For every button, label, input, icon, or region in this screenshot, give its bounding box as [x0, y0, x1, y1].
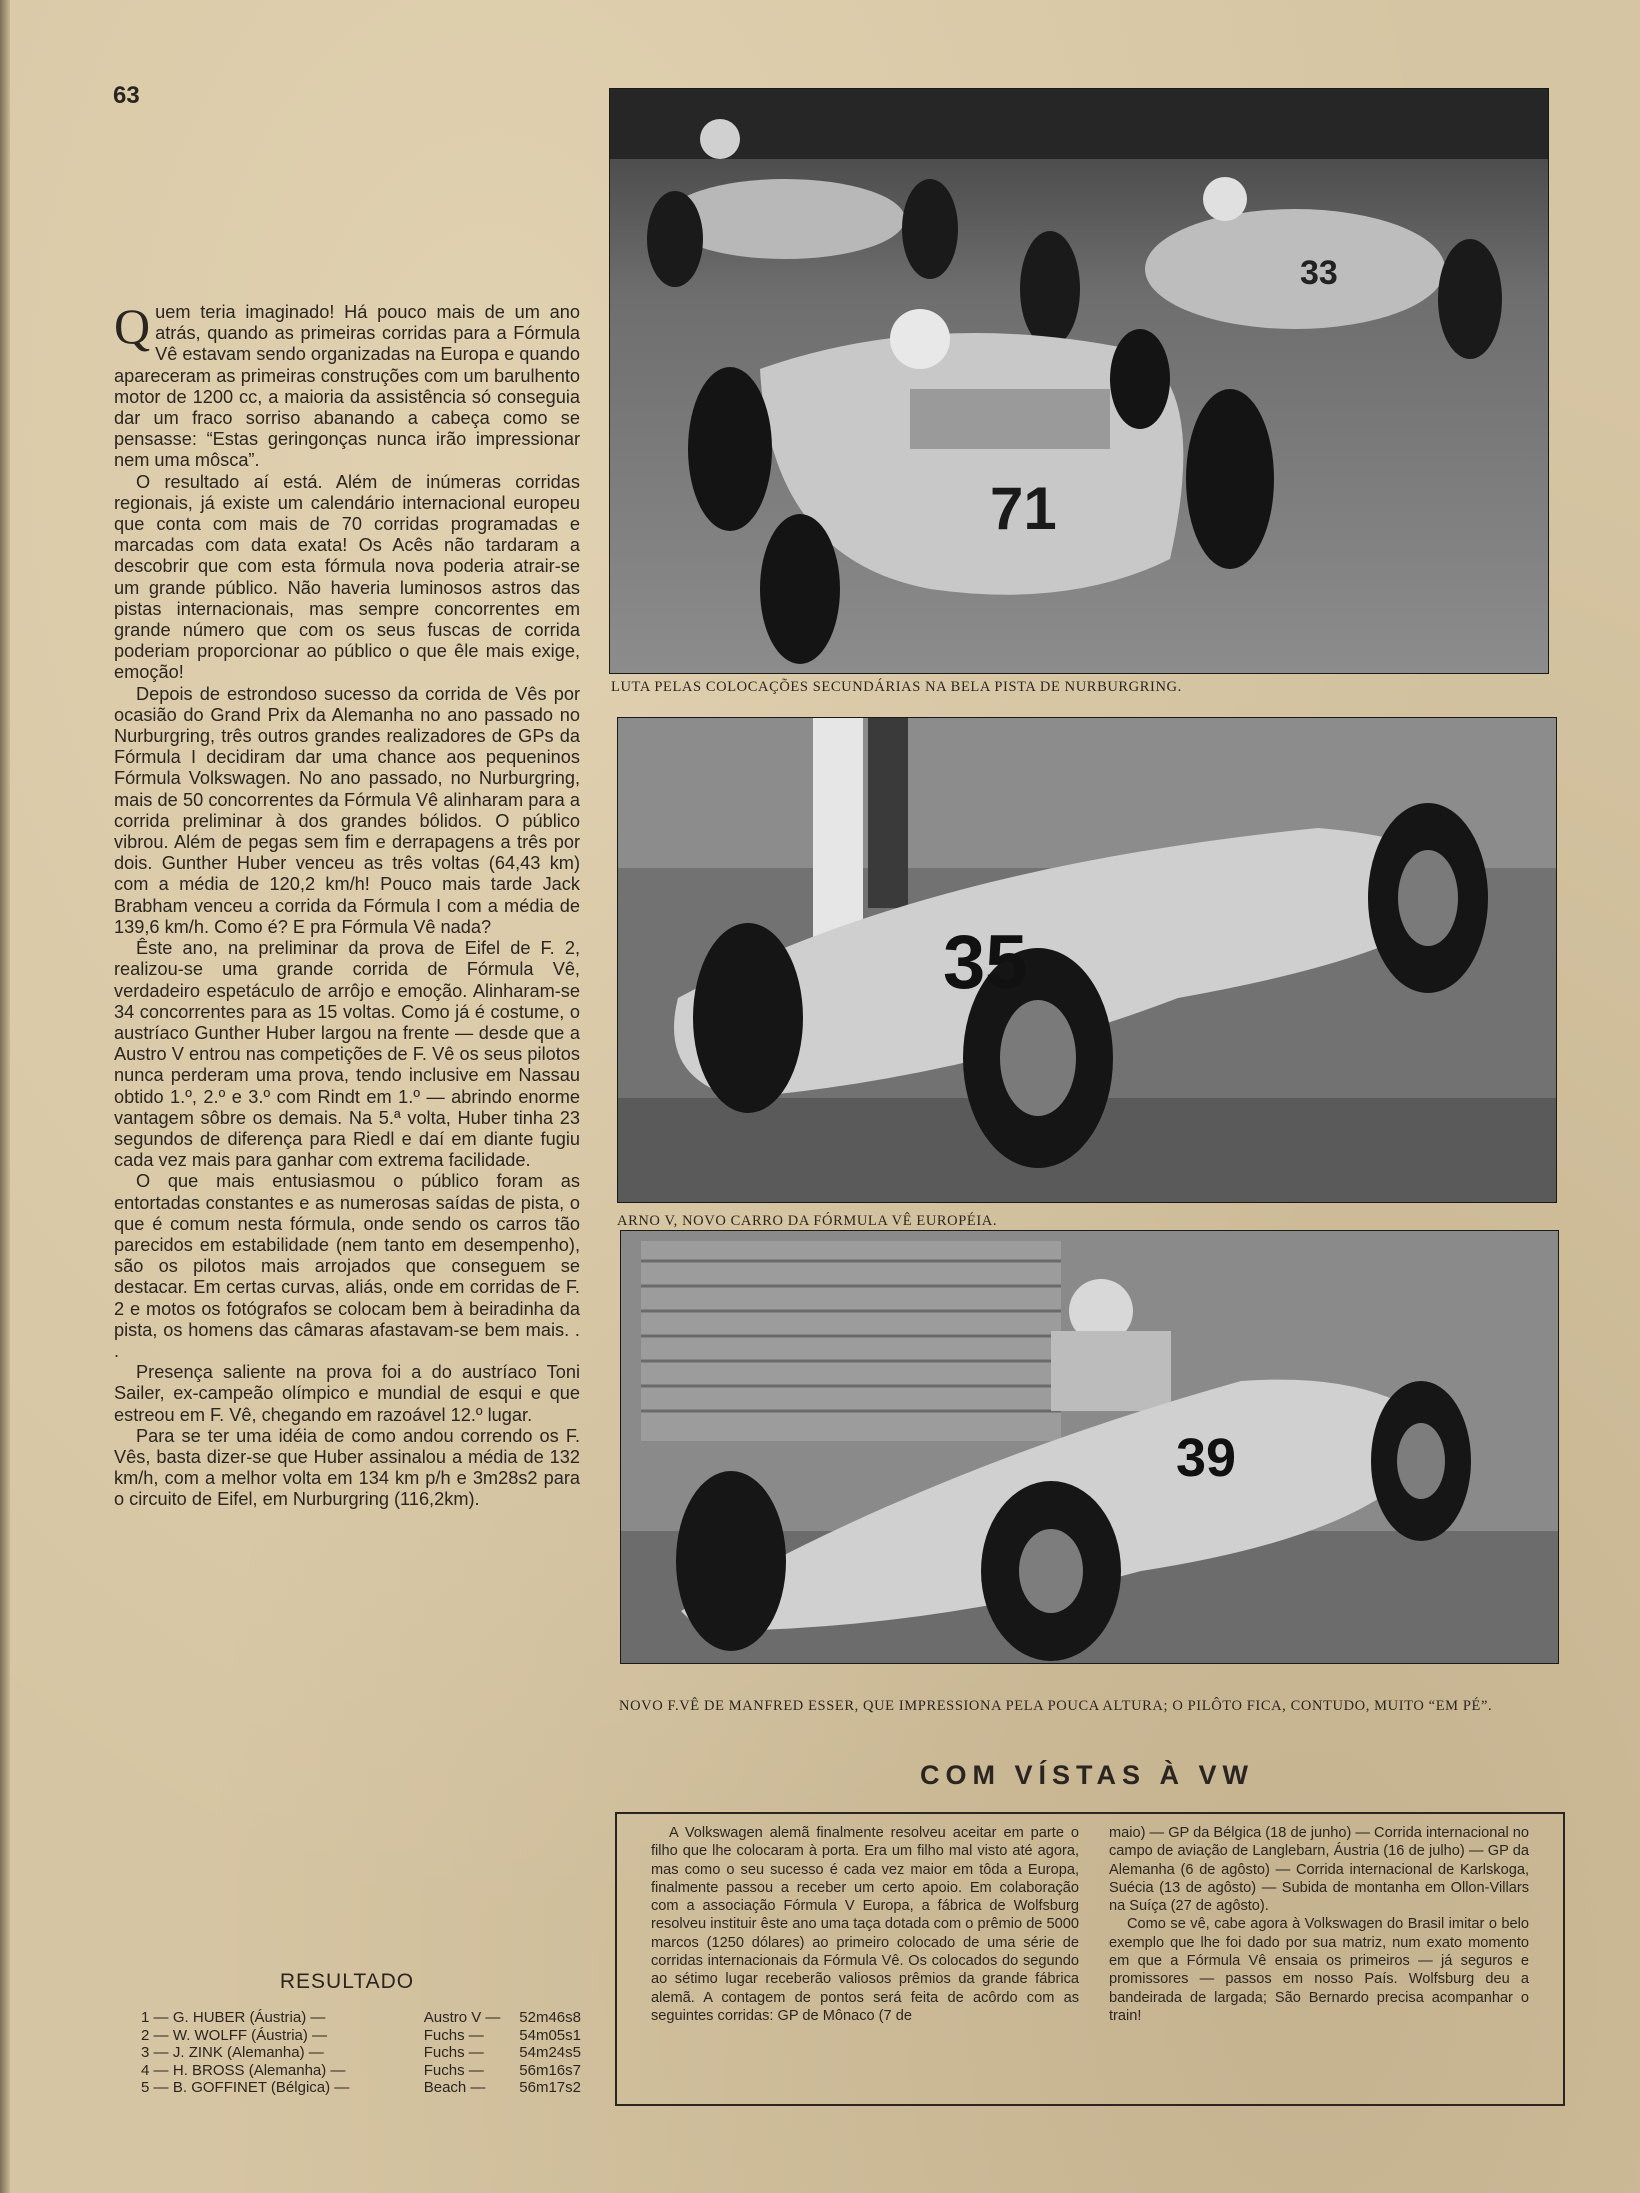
result-driver: W. WOLFF (Áustria) — [172, 2026, 328, 2044]
box-paragraph: A Volkswagen alemã finalmente resolveu aceitar em parte o filho que lhe colocaram à porta. Era um filho mal visto até agora, mas como o seu sucesso é cada vez maior em tôda a Europa, finalmente passou a receber um certo apoio. Em colaboração com a associação Fórmula V Europa, a fábrica de Wolfsburg resolveu instituir êste ano uma taça dotada com o prêmio de 5000 marcos (1250 dólares) ao primeiro colocado de uma série de corridas internacionais da Fórmula Vê. Os colocados do segundo ao sétimo lugar receberão valiosos prêmios da grande fábrica alemã. A contagem de pontos será feita de acôrdo com as seguintes corridas: GP de Mônaco (7 de [651, 1825, 1079, 2024]
result-driver: H. BROSS (Alemanha) — [172, 2061, 346, 2079]
results-title: RESULTADO [279, 1970, 415, 1993]
result-driver: B. GOFFINET (Bélgica) — [172, 2079, 350, 2096]
car-number: 71 [990, 475, 1057, 542]
result-time: 52m46s8 [519, 2009, 581, 2026]
result-driver: J. ZINK (Alemanha) — [172, 2044, 324, 2061]
article-body [114, 298, 580, 1511]
race-photo [609, 88, 1549, 674]
result-time: 56m16s7 [519, 2061, 581, 2079]
result-time: 54m05s1 [519, 2026, 581, 2044]
result-position: 5 — [141, 2079, 169, 2096]
article-paragraph: Depois de estrondoso sucesso da corrida de Vês por ocasião do Grand Prix da Alemanha no ano passado no Nurburgring, três outros grandes realizadores de GPs da Fórmula I decidiram dar uma chance aos pequeninos Fórmula Volkswagen. No ano passado, no Nurburgring, mais de 50 concorrentes da Fórmula Vê alinharam para a corrida preliminar à dos grandes bólidos. O público vibrou. Além de pegas sem fim e derrapagens a três por dois. Gunther Huber venceu as três voltas (64,43 km) com a média de 120,2 km/h! Pouco mais tarde Jack Brabham venceu a corrida da Fórmula I com a média de 139,6 km/h. Como é? E pra Fórmula Vê nada? [114, 683, 580, 937]
result-car: Fuchs — [423, 2026, 484, 2044]
photo-caption: NOVO F.VÊ DE MANFRED ESSER, QUE IMPRESSIONA PELA POUCA ALTURA; O PILÔTO FICA, CONTUDO, MUITO “EM PÉ”. [619, 1698, 1493, 1714]
results-row [141, 2079, 581, 2097]
result-position: 4 — [141, 2061, 169, 2079]
result-car: Austro V — [423, 2009, 501, 2026]
drop-cap: Q [114, 298, 151, 354]
result-position: 1 — [141, 2009, 169, 2026]
result-car: Fuchs — [423, 2061, 484, 2079]
box-paragraph: maio) — GP da Bélgica (18 de junho) — Corrida internacional no campo de aviação de Langlebarn, Áustria (16 de julho) — GP da Alemanha (6 de agôsto) — Corrida internacional de Karlskoga, Suécia (13 de agôsto) — Subida de montanha em Ollon-Villars na Suíça (27 de agôsto). [1109, 1825, 1529, 1915]
results-row [141, 2044, 581, 2062]
sidebar-box [615, 1812, 1565, 2106]
box-title: COM VÍSTAS À VW [919, 1760, 1254, 1790]
race-car-photo [617, 717, 1557, 1203]
photo-caption: ARNO V, NOVO CARRO DA FÓRMULA VÊ EUROPÉIA. [617, 1213, 998, 1229]
result-car: Fuchs — [423, 2044, 484, 2061]
results-table [141, 2009, 581, 2097]
result-car: Beach — [423, 2079, 486, 2096]
car-number: 35 [943, 920, 1028, 1005]
photo-caption: LUTA PELAS COLOCAÇÕES SECUNDÁRIAS NA BELA PISTA DE NURBURGRING. [611, 679, 1182, 695]
page-number: 63 [113, 82, 140, 109]
result-position: 3 — [141, 2044, 169, 2061]
results-row [141, 2009, 581, 2027]
car-number: 39 [1176, 1428, 1237, 1488]
article-paragraph: Quem teria imaginado! Há pouco mais de um ano atrás, quando as primeiras corridas para a Fórmula Vê estavam sendo organizadas na Europa e quando apareceram as primeiras construções com um barulhento motor de 1200 cc, a maioria da assistência só conseguia dar um fraco sorriso abanando a cabeça como se pensasse: “Estas geringonças nunca irão impressionar nem uma môsca”. [114, 298, 580, 471]
article-paragraph: Presença saliente na prova foi a do austríaco Toni Sailer, ex-campeão olímpico e mundial de esqui e que estreou em F. Vê, chegando em razoável 12.º lugar. [114, 1362, 580, 1425]
box-column [1109, 1824, 1529, 2025]
result-driver: G. HUBER (Áustria) — [172, 2009, 326, 2026]
box-column [651, 1824, 1079, 2025]
race-car-photo [620, 1230, 1559, 1664]
result-position: 2 — [141, 2026, 169, 2044]
box-paragraph: Como se vê, cabe agora à Volkswagen do Brasil imitar o belo exemplo que lhe foi dado por sua matriz, num exato momento em que a Fórmula Vê ensaia os primeiros — já seguros e promissores — passos em nosso País. Wolfsburg deu a bandeirada de largada; São Bernardo precisa acompanhar o train! [1109, 1916, 1529, 2024]
article-paragraph: Para se ter uma idéia de como andou correndo os F. Vês, basta dizer-se que Huber assinalou a média de 132 km/h, com a melhor volta em 134 km p/h e 3m28s2 para o circuito de Eifel, em Nurburgring (116,2km). [114, 1425, 580, 1510]
result-time: 56m17s2 [519, 2079, 581, 2096]
results-row [141, 2027, 581, 2045]
article-paragraph: Êste ano, na preliminar da prova de Eifel de F. 2, realizou-se uma grande corrida de Fórmula Vê, verdadeiro espetáculo de arrôjo e emoção. Alinharam-se 34 concorrentes para as 15 voltas. Como já é costume, o austríaco Gunther Huber largou na frente — desde que a Austro V entrou nas competições de F. Vê os seus pilotos nunca perderam uma prova, tendo inclusive em Nassau obtido 1.º, 2.º e 3.º com Rindt em 1.º — abrindo enorme vantagem sôbre os demais. Na 5.ª volta, Huber tinha 23 segundos de diferença para Riedl e daí em diante fugiu cada vez mais para ganhar com extrema facilidade. [114, 938, 580, 1171]
article-paragraph: O resultado aí está. Além de inúmeras corridas regionais, já existe um calendário internacional europeu que conta com mais de 70 corridas programadas e marcadas com data exata! Os Acês não tardaram a descobrir que com esta fórmula nova poderia atrair-se um grande público. Não haveria luminosos astros das pistas internacionais, mas sempre concorrentes em grande número que com os seus fuscas de corrida poderiam proporcionar ao público o que êle mais exige, emoção! [114, 471, 580, 683]
car-number: 33 [1300, 254, 1338, 292]
page-binding-edge [0, 0, 10, 2193]
results-row [141, 2062, 581, 2080]
result-time: 54m24s5 [519, 2044, 581, 2061]
article-paragraph: O que mais entusiasmou o público foram as entortadas constantes e as numerosas saídas de pista, o que é comum nesta fórmula, onde sendo os carros tão parecidos em estabilidade (nem tanto em desempenho), são os pilotos mais arrojados que conseguem se destacar. Em certas curvas, aliás, onde em corridas de F. 2 e motos os fotógrafos se colocam bem à beiradinha da pista, os homens das câmaras afastavam-se bem mais. . . [114, 1171, 580, 1361]
